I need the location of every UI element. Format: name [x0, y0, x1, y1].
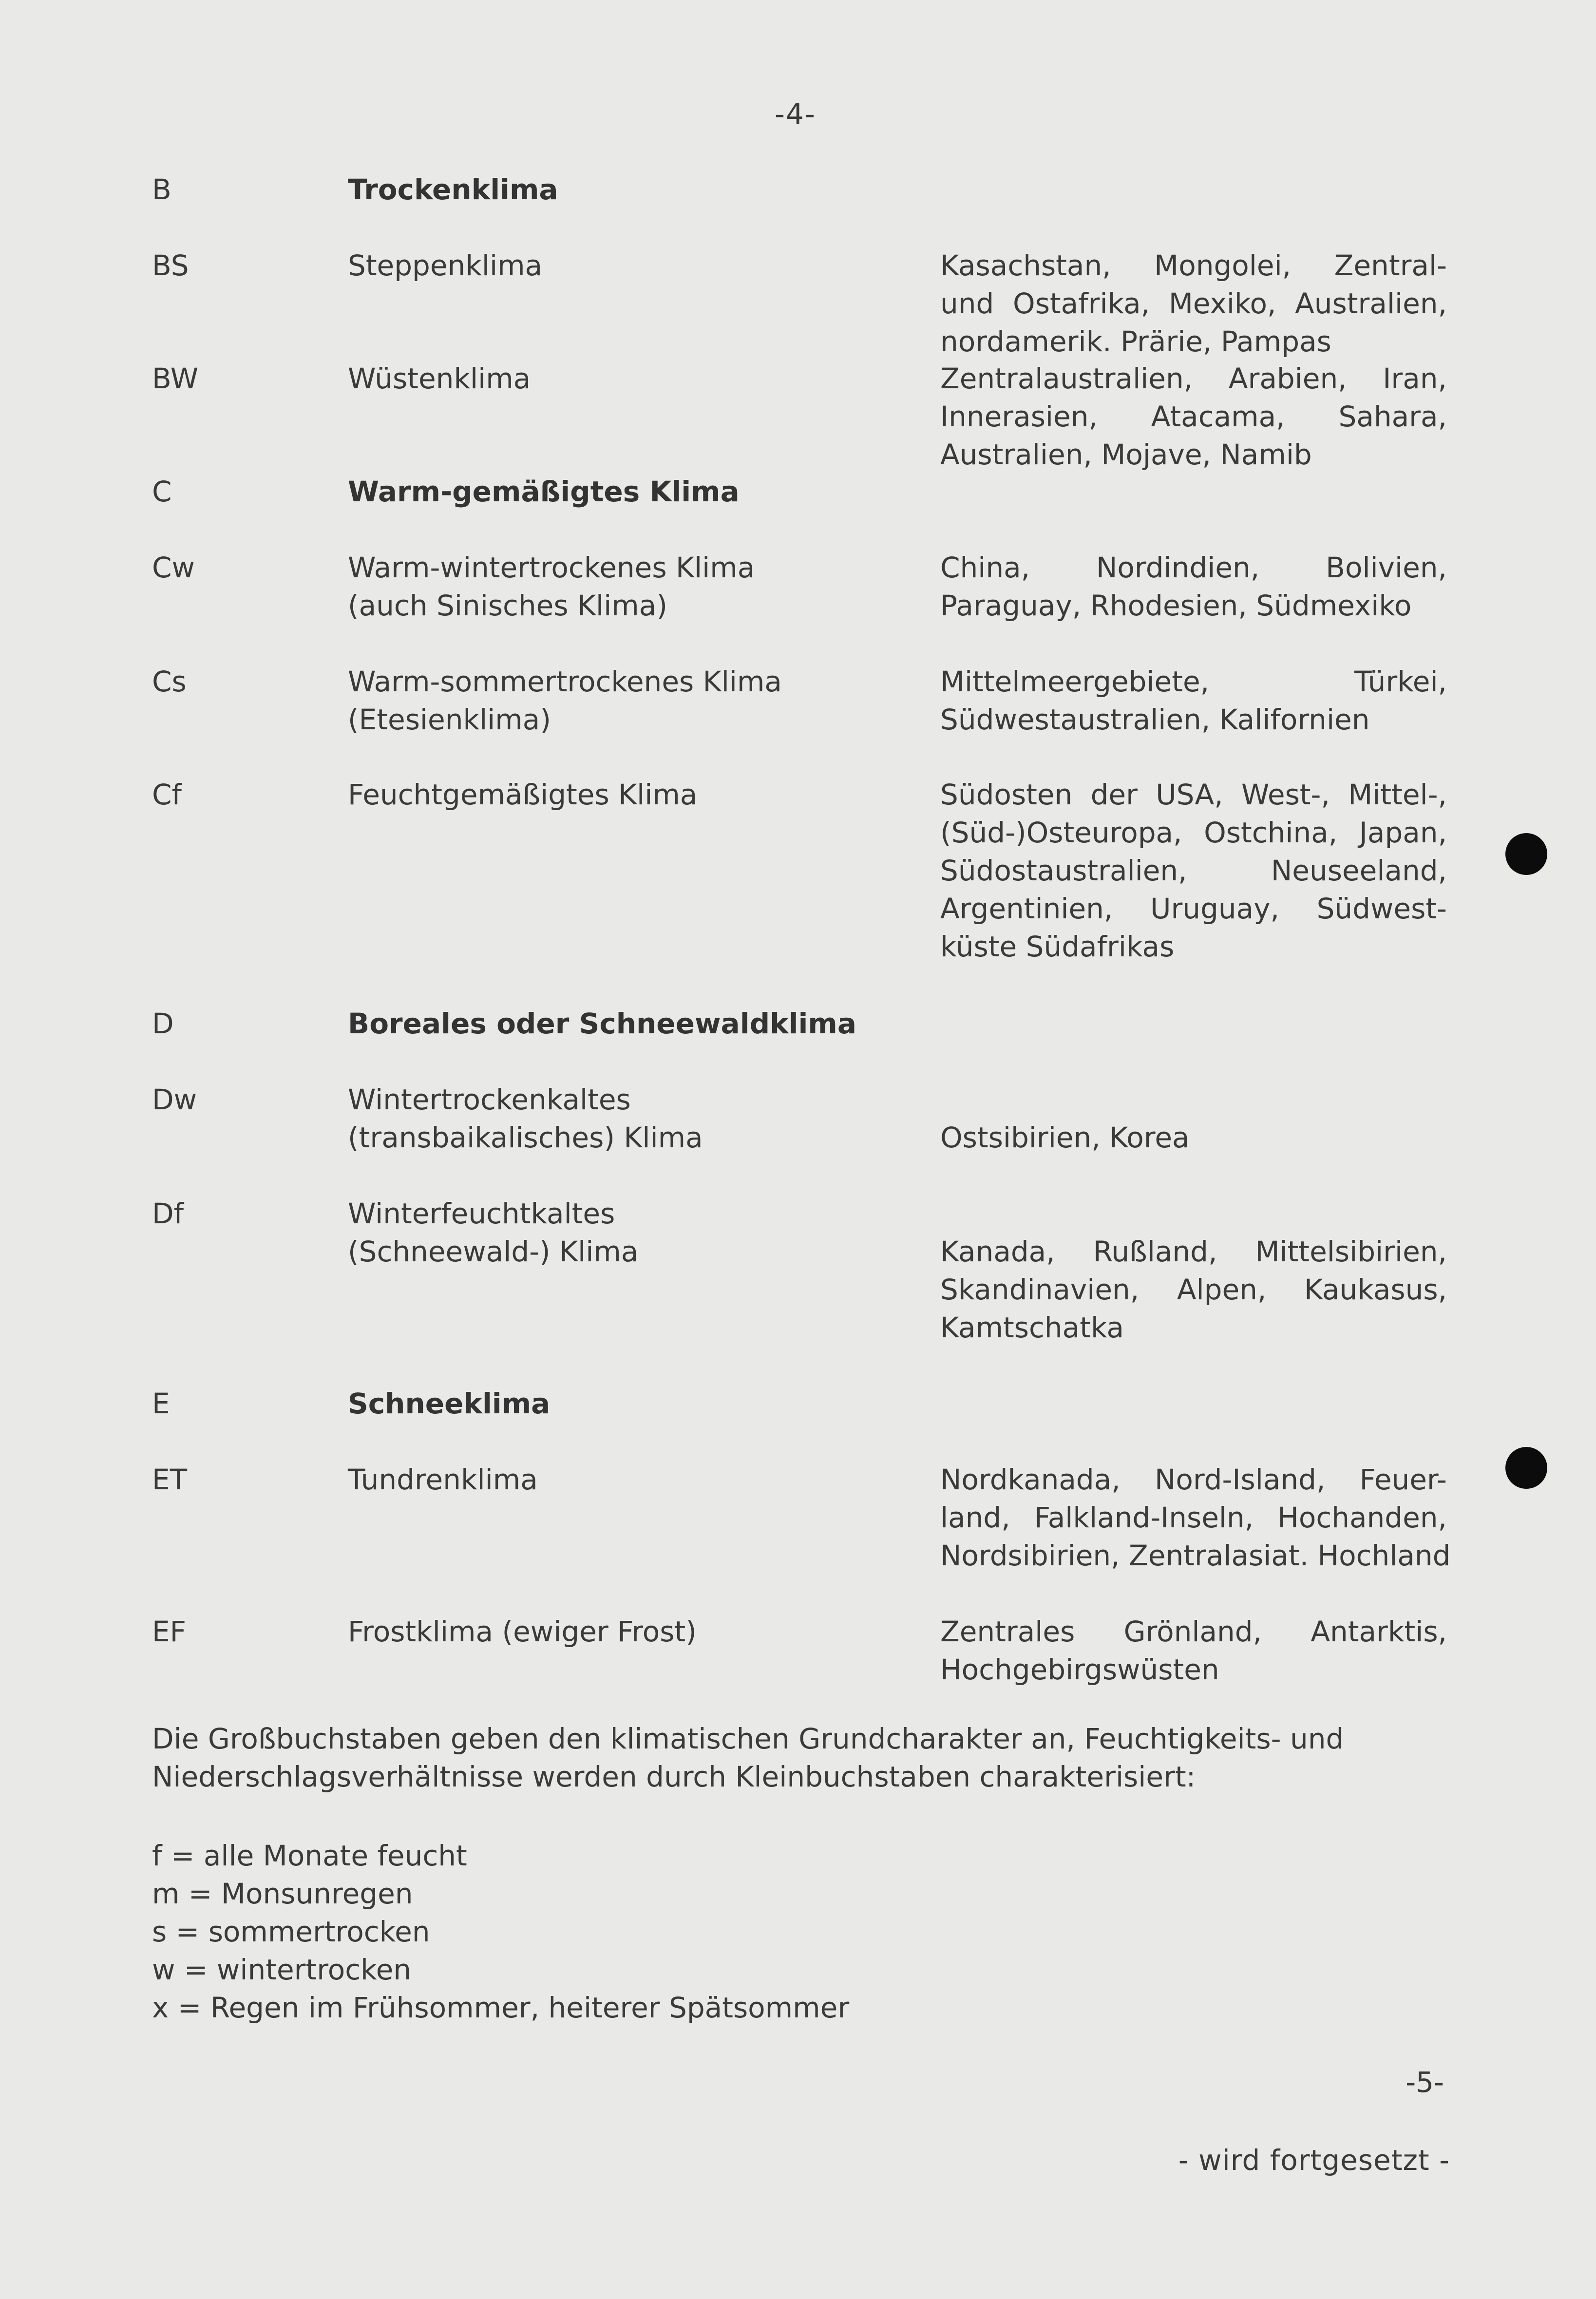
climate-name-line: Warm-gemäßigtes Klima	[348, 475, 740, 508]
page-number-bottom: -5-	[1406, 2066, 1444, 2099]
climate-name	[348, 663, 913, 739]
region-line: Südwestaustralien, Kalifornien	[940, 703, 1370, 736]
legend-item: f = alle Monate feucht	[152, 1839, 467, 1872]
climate-regions	[940, 247, 1447, 361]
legend-list	[152, 1837, 849, 2027]
region-line: Hochgebirgswüsten	[940, 1653, 1219, 1686]
climate-code: Cw	[152, 551, 195, 584]
climate-regions	[940, 776, 1447, 966]
legend-item: s = sommertrocken	[152, 1915, 430, 1948]
explanation-note	[152, 1720, 1448, 1796]
climate-name-line: Trockenklima	[348, 173, 558, 206]
climate-name-line: Feuchtgemäßigtes Klima	[348, 778, 698, 811]
climate-name	[348, 360, 913, 398]
climate-name	[348, 1081, 913, 1157]
climate-name	[348, 473, 913, 511]
region-line: Zentrales Grönland, Antarktis,	[940, 1615, 1447, 1648]
legend-item: w = wintertrocken	[152, 1953, 412, 1986]
climate-name-line: Boreales oder Schneewaldklima	[348, 1007, 856, 1040]
climate-code: Dw	[152, 1083, 197, 1116]
punch-hole	[1505, 833, 1547, 875]
region-line: Mittelmeergebiete, Türkei,	[940, 665, 1447, 698]
climate-name-line: Wüstenklima	[348, 362, 531, 395]
region-line: Südostaustralien, Neuseeland,	[940, 854, 1447, 887]
climate-code: D	[152, 1007, 174, 1040]
region-line	[940, 1081, 1447, 1119]
region-line: Kasachstan, Mongolei, Zentral-	[940, 249, 1447, 282]
climate-regions	[940, 1613, 1447, 1689]
region-line: nordamerik. Prärie, Pampas	[940, 325, 1331, 358]
climate-name	[348, 1461, 913, 1499]
climate-regions	[940, 1195, 1447, 1347]
note-line: Niederschlagsverhältnisse werden durch Kleinbuchstaben charakterisiert:	[152, 1760, 1196, 1793]
region-line: China, Nordindien, Bolivien,	[940, 551, 1447, 584]
note-line: Die Großbuchstaben geben den klimatischen Grundcharakter an, Feuchtigkeits- und	[152, 1722, 1344, 1755]
region-line: und Ostafrika, Mexiko, Australien,	[940, 287, 1447, 320]
region-line: Argentinien, Uruguay, Südwest-	[940, 892, 1447, 925]
climate-name-line: (Schneewald-) Klima	[348, 1235, 639, 1268]
climate-code: Df	[152, 1197, 184, 1230]
climate-code: B	[152, 173, 171, 206]
page-number-top: -4-	[775, 97, 816, 131]
region-line: Kamtschatka	[940, 1311, 1124, 1344]
region-line: Paraguay, Rhodesien, Südmexiko	[940, 589, 1412, 622]
punch-hole	[1505, 1447, 1547, 1489]
region-line: Nordsibirien, Zentralasiat. Hochland	[940, 1539, 1451, 1572]
region-line: Skandinavien, Alpen, Kaukasus,	[940, 1273, 1447, 1306]
climate-code: ET	[152, 1463, 188, 1496]
climate-code: BS	[152, 249, 189, 282]
legend-item: x = Regen im Frühsommer, heiterer Spätsommer	[152, 1991, 850, 2024]
climate-regions	[940, 1081, 1447, 1157]
region-line: Ostsibirien, Korea	[940, 1121, 1190, 1154]
climate-name-line: (transbaikalisches) Klima	[348, 1121, 703, 1154]
climate-code: Cs	[152, 665, 187, 698]
region-line: küste Südafrikas	[940, 930, 1175, 963]
climate-code: C	[152, 475, 172, 508]
climate-code: EF	[152, 1615, 187, 1648]
climate-name	[348, 1613, 913, 1651]
climate-name-line: Frostklima (ewiger Frost)	[348, 1615, 697, 1648]
region-line: Südosten der USA, West-, Mittel-,	[940, 778, 1447, 811]
climate-name	[348, 247, 913, 285]
climate-name-line: Warm-wintertrockenes Klima	[348, 551, 755, 584]
region-line: Australien, Mojave, Namib	[940, 438, 1312, 471]
climate-code: BW	[152, 362, 199, 395]
climate-name-line: Wintertrockenkaltes	[348, 1083, 631, 1116]
climate-name-line: Tundrenklima	[348, 1463, 538, 1496]
region-line: (Süd-)Osteuropa, Ostchina, Japan,	[940, 816, 1447, 849]
region-line: land, Falkland-Inseln, Hochanden,	[940, 1501, 1447, 1534]
region-line: Innerasien, Atacama, Sahara,	[940, 400, 1447, 433]
climate-name-line: Steppenklima	[348, 249, 543, 282]
climate-name	[348, 1005, 913, 1043]
climate-name-line: (Etesienklima)	[348, 703, 551, 736]
climate-code: Cf	[152, 778, 182, 811]
region-line: Zentralaustralien, Arabien, Iran,	[940, 362, 1447, 395]
climate-name	[348, 171, 913, 209]
climate-name	[348, 549, 913, 625]
climate-regions	[940, 663, 1447, 739]
legend-item: m = Monsunregen	[152, 1877, 413, 1910]
climate-name-line: Winterfeuchtkaltes	[348, 1197, 615, 1230]
climate-code: E	[152, 1387, 170, 1420]
region-line	[940, 1195, 1447, 1233]
climate-regions	[940, 1461, 1451, 1575]
region-line: Nordkanada, Nord-Island, Feuer-	[940, 1463, 1447, 1496]
climate-regions	[940, 360, 1447, 474]
climate-name	[348, 776, 913, 814]
climate-regions	[940, 549, 1447, 625]
climate-name-line: Schneeklima	[348, 1387, 551, 1420]
climate-name	[348, 1385, 913, 1423]
climate-name-line: Warm-sommertrockenes Klima	[348, 665, 782, 698]
continued-note: - wird fortgesetzt -	[1178, 2144, 1450, 2177]
climate-name	[348, 1195, 913, 1271]
climate-name-line: (auch Sinisches Klima)	[348, 589, 667, 622]
region-line: Kanada, Rußland, Mittelsibirien,	[940, 1235, 1447, 1268]
